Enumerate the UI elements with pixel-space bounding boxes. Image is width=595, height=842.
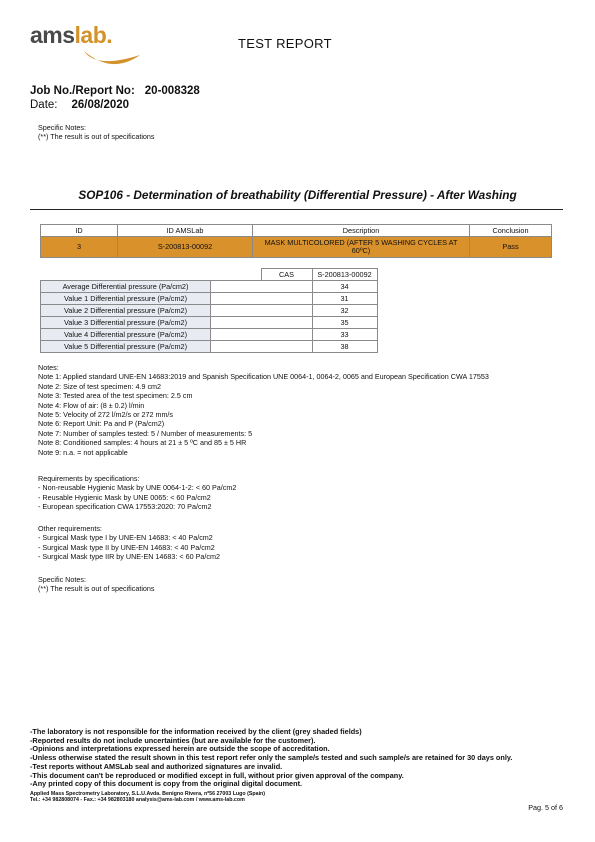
row-spacer — [211, 293, 313, 305]
row-spacer — [211, 317, 313, 329]
logo-text — [30, 22, 112, 49]
notes-section — [38, 363, 489, 457]
date-value: 26/08/2020 — [71, 99, 130, 111]
row-value: 34 — [312, 281, 377, 293]
disclaimer-line: -Reported results do not include uncertainties (but are available for the customer). — [30, 735, 316, 745]
row-spacer — [211, 329, 313, 341]
sample-table — [40, 224, 552, 258]
row-value: 38 — [312, 341, 377, 353]
cell-description: MASK MULTICOLORED (AFTER 5 WASHING CYCLES AT 60ºC) — [253, 237, 470, 258]
page-number: Pag. 5 of 6 — [528, 803, 563, 812]
note-item: Note 3: Tested area of the test specimen: 2.5 cm — [38, 391, 193, 401]
note-item: Note 8: Conditioned samples: 4 hours at 21 ± 5 ºC and 85 ± 5 HR — [38, 438, 247, 448]
note-item: Note 9: n.a. = not applicable — [38, 447, 128, 457]
cell-id: 3 — [41, 237, 118, 258]
results-table — [40, 268, 378, 353]
header-cas: CAS — [261, 269, 312, 281]
address-line: Applied Mass Spectrometry Laboratory, S.L.U.Avda. Benigno Rivera, nº56 27003 Lugo (Spain) — [30, 791, 266, 797]
row-spacer — [211, 281, 313, 293]
row-value: 33 — [312, 329, 377, 341]
specific-notes-bottom — [38, 575, 155, 594]
row-spacer — [211, 305, 313, 317]
blank-cell — [211, 269, 262, 281]
specific-notes-top — [38, 123, 155, 142]
logo-text-ams: ams — [30, 22, 75, 48]
table-row — [41, 293, 378, 305]
other-requirement-item: - Surgical Mask type II by UNE-EN 14683: < 40 Pa/cm2 — [38, 542, 215, 552]
other-requirement-item: - Surgical Mask type IIR by UNE-EN 14683: < 60 Pa/cm2 — [38, 552, 220, 562]
requirement-item: - European specification CWA 17553:2020: 70 Pa/cm2 — [38, 502, 212, 512]
row-value: 31 — [312, 293, 377, 305]
note-item: Note 7: Number of samples tested: 5 / Number of measurements: 5 — [38, 428, 253, 438]
row-spacer — [211, 341, 313, 353]
header-sample-id: S-200813-00092 — [312, 269, 377, 281]
row-label: Value 4 Differential pressure (Pa/cm2) — [41, 329, 211, 341]
disclaimer-line: -The laboratory is not responsible for the information received by the client (grey shaded fields) — [30, 727, 362, 736]
job-number-label: Job No./Report No: — [30, 85, 135, 97]
table-row — [41, 317, 378, 329]
row-label: Average Differential pressure (Pa/cm2) — [41, 281, 211, 293]
note-item: Note 1: Applied standard UNE-EN 14683:2019 and Spanish Specification UNE 0064-1, 0064-2, 0065 and European Specification CWA 17553 — [38, 372, 489, 382]
specific-notes-label: Specific Notes: — [38, 575, 86, 584]
other-requirement-item: - Surgical Mask type I by UNE-EN 14683: < 40 Pa/cm2 — [38, 533, 213, 543]
logo-text-lab: lab — [74, 22, 107, 48]
table-row — [41, 305, 378, 317]
blank-cell — [41, 269, 211, 281]
note-item: Note 2: Size of test specimen: 4.9 cm2 — [38, 381, 162, 391]
disclaimer-line: -This document can't be reproduced or modified except in full, without prior given approval of the company. — [30, 770, 404, 780]
disclaimer-line: -Opinions and interpretations expressed herein are outside the scope of accreditation. — [30, 744, 330, 754]
requirements-label: Requirements by specifications: — [38, 474, 140, 483]
cell-conclusion: Pass — [470, 237, 552, 258]
requirement-item: - Non-reusable Hygienic Mask by UNE 0064-1-2: < 60 Pa/cm2 — [38, 483, 237, 493]
specific-notes-text: (**) The result is out of specifications — [38, 132, 155, 142]
header-id-amslab: ID AMSLab — [118, 225, 253, 237]
row-label: Value 2 Differential pressure (Pa/cm2) — [41, 305, 211, 317]
table-row — [41, 237, 552, 258]
note-item: Note 6: Report Unit: Pa and P (Pa/cm2) — [38, 419, 165, 429]
disclaimer — [30, 728, 512, 789]
row-label: Value 5 Differential pressure (Pa/cm2) — [41, 341, 211, 353]
date-label: Date: — [30, 99, 58, 111]
job-number-value: 20-008328 — [144, 85, 200, 97]
contact-line: Tel.: +34 982808074 - Fax.: +34 982803180 analysis@ams-lab.com / www.ams-lab.com — [30, 797, 245, 804]
disclaimer-line: -Test reports without AMSLab seal and authorized signatures are invalid. — [30, 761, 283, 771]
section-title: SOP106 - Determination of breathability (Differential Pressure) - After Washing — [78, 188, 517, 202]
report-date — [30, 99, 129, 111]
specific-notes-label: Specific Notes: — [38, 123, 86, 132]
table-row — [41, 281, 378, 293]
note-item: Note 4: Flow of air: (8 ± 0.2) l/min — [38, 400, 145, 410]
requirements-section — [38, 474, 236, 512]
company-address — [30, 791, 265, 804]
row-label: Value 3 Differential pressure (Pa/cm2) — [41, 317, 211, 329]
disclaimer-line: -Any printed copy of this document is copy from the original digital document. — [30, 779, 303, 789]
row-value: 35 — [312, 317, 377, 329]
section-divider — [30, 209, 563, 210]
notes-label: Notes: — [38, 363, 59, 372]
specific-notes-text: (**) The result is out of specifications — [38, 584, 155, 594]
requirement-item: - Reusable Hygienic Mask by UNE 0065: < 60 Pa/cm2 — [38, 492, 211, 502]
cell-id-amslab: S-200813-00092 — [118, 237, 253, 258]
report-title: TEST REPORT — [238, 36, 332, 51]
note-item: Note 5: Velocity of 272 l/m2/s or 272 mm/s — [38, 410, 174, 420]
table-row — [41, 329, 378, 341]
other-requirements-section — [38, 524, 220, 562]
header-description: Description — [253, 225, 470, 237]
header-conclusion: Conclusion — [470, 225, 552, 237]
header-id: ID — [41, 225, 118, 237]
amslab-logo — [30, 22, 150, 74]
sample-table-header — [41, 225, 552, 237]
disclaimer-line: -Unless otherwise stated the result shown in this test report refer only the sample/s tested and such sample/s are retained for 30 days only. — [30, 753, 513, 763]
other-requirements-label: Other requirements: — [38, 524, 102, 533]
results-header-row — [41, 269, 378, 281]
row-value: 32 — [312, 305, 377, 317]
table-row — [41, 341, 378, 353]
logo-swoosh-icon — [82, 49, 144, 71]
row-label: Value 1 Differential pressure (Pa/cm2) — [41, 293, 211, 305]
logo-dot: . — [106, 22, 113, 48]
job-number — [30, 85, 200, 97]
